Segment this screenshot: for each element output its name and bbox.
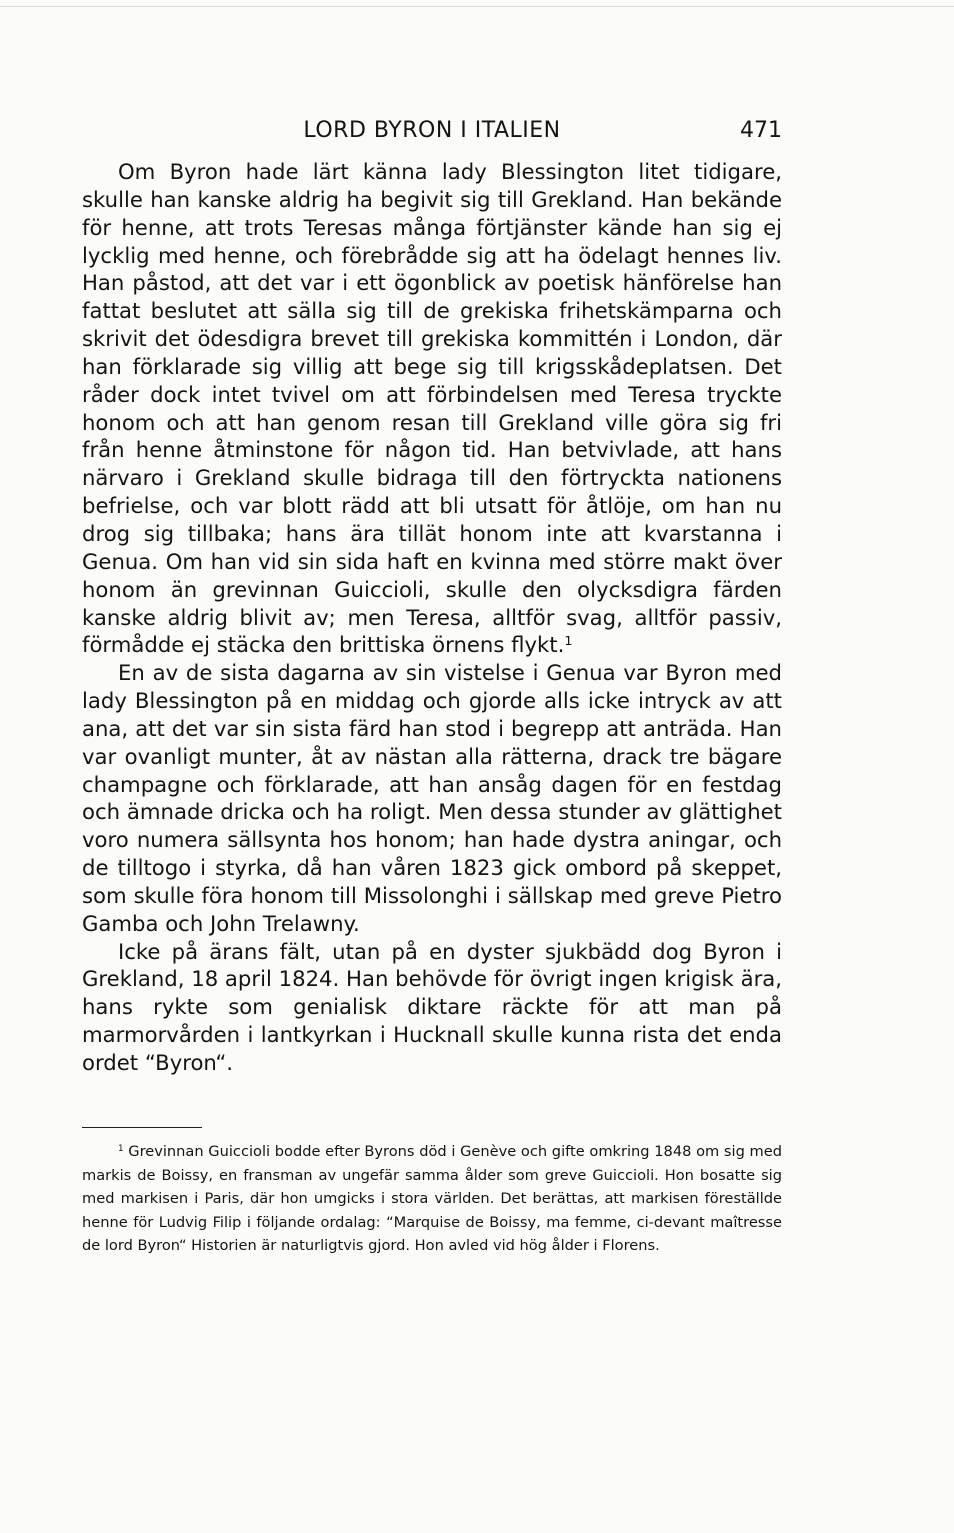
footnote-text: Grevinnan Guiccioli bodde efter Byrons död i Genève och gifte omkring 1848 om sig med markis de Boissy, en fransman av ungefär samma ålder som greve Guiccioli. Hon bosatte sig med markisen i Paris, där hon umgicks i stora världen. Det berättas, att markisen föreställde henne för Ludvig Filip i följande ordalag: “Marquise de Boissy, ma femme, ci-devant maîtresse de lord Byron“ Historien är naturligtvis gjord. Hon avled vid hög ålder i Florens.: [82, 1143, 782, 1254]
page-number: 471: [740, 118, 782, 143]
footnote-marker: 1: [118, 1143, 124, 1154]
paragraph-3: [82, 938, 782, 1077]
scan-top-edge: [0, 0, 954, 7]
paragraph-1-text: Om Byron hade lärt känna lady Blessington litet tidigare, skulle han kanske aldrig ha begivit sig till Grekland. Han bekände för henne, att trots Teresas många förtjänster kände han sig ej lycklig med henne, och förebrådde sig att ha ödelagt hennes liv. Han påstod, att det var i ett ögonblick av poetisk hänförelse han fattat beslutet att sälla sig till de grekiska frihetskämparna och skrivit det ödesdigra brevet till grekiska kommittén i London, där han förklarade sig villig att bege sig till krigsskådeplatsen. Det råder dock intet tvivel om att förbindelsen med Teresa tryckte honom och att han genom resan till Grekland ville göra sig fri från henne åtminstone för någon tid. Han betvivlade, att hans närvaro i Grekland skulle bidraga till den förtryckta nationens befrielse, och var blott rädd att bli utsatt för åtlöje, om han nu drog sig tillbaka; hans ära tillät honom inte att kvarstanna i Genua. Om han vid sin sida haft en kvinna med större makt över honom än grevinnan Guiccioli, skulle den olycksdigra färden kanske aldrig blivit av; men Teresa, alltför svag, alltför passiv, förmådde ej stäcka den brittiska örnens flykt.: [82, 159, 782, 658]
paragraph-2-text: En av de sista dagarna av sin vistelse i Genua var Byron med lady Blessington på en middag och gjorde alls icke intryck av att ana, att det var sin sista färd han stod i begrepp att anträda. Han var ovanligt munter, åt av nästan alla rätterna, drack tre bägare champagne och förklarade, att han ansåg dagen för en festdag och ämnade dricka och ha roligt. Men dessa stunder av glättighet voro numera sällsynta hos honom; han hade dystra aningar, och de tilltogo i styrka, då han våren 1823 gick ombord på skeppet, som skulle föra honom till Missolonghi i sällskap med greve Pietro Gamba och John Trelawny.: [82, 660, 782, 936]
footnote-divider: [82, 1127, 202, 1128]
paragraph-3-text: Icke på ärans fält, utan på en dyster sjukbädd dog Byron i Grekland, 18 april 1824. Han behövde för övrigt ingen krigisk ära, hans rykte som genialisk diktare räckte för att man på marmorvården i lantkyrkan i Hucknall skulle kunna rista det enda ordet “Byron“.: [82, 938, 782, 1075]
footnote: [82, 1140, 782, 1258]
paragraph-1: [82, 158, 782, 659]
running-title: LORD BYRON I ITALIEN: [303, 118, 561, 143]
paragraph-2: [82, 659, 782, 937]
body-text: [82, 158, 782, 1077]
footnote-reference: 1: [564, 632, 573, 648]
running-head: [82, 116, 782, 156]
